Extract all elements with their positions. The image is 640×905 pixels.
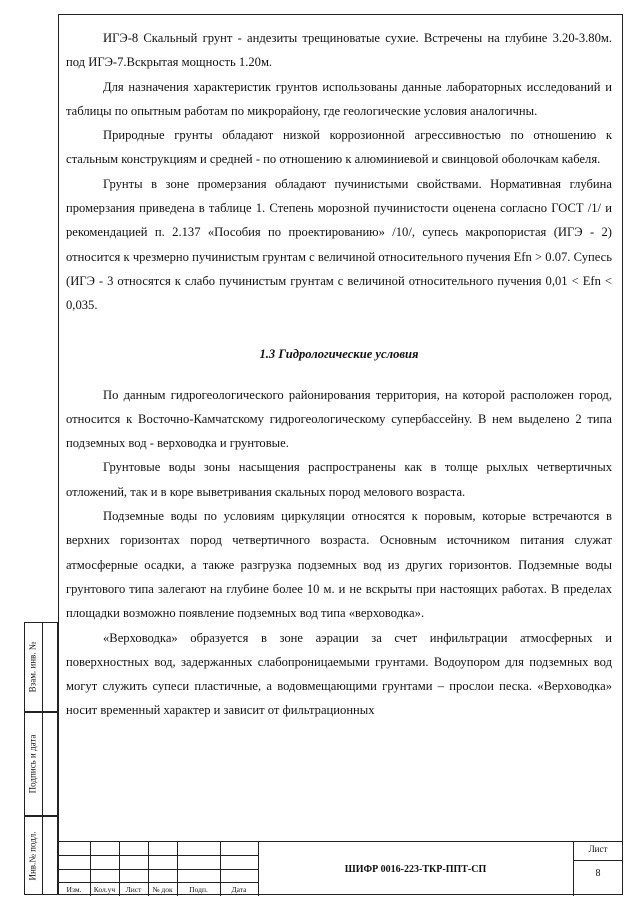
title-block bbox=[58, 841, 623, 896]
side-stamp-label: Подпись и дата bbox=[27, 734, 38, 794]
col-podp-label: Подп. bbox=[189, 885, 208, 894]
side-stamp-label: Инв.№ подл. bbox=[27, 830, 38, 881]
paragraph: По данным гидрогеологического районирования территория, на которой расположен город, относится к Восточно-Камчатскому гидрогеологическому супербассейну. В нем выделено 2 типа подземных вод - верховодка и грунтовые. bbox=[66, 387, 612, 451]
document-code: ШИФР 0016-223-ТКР-ППТ-СП bbox=[344, 863, 487, 875]
side-stamp-label: Взам. инв. № bbox=[27, 641, 38, 693]
document-body bbox=[66, 26, 612, 723]
paragraph: Природные грунты обладают низкой коррозионной агрессивностью по отношению к стальным конструкциям и средней - по отношению к алюминиевой и свинцовой оболочкам кабеля. bbox=[66, 128, 612, 167]
side-stamp-vzam bbox=[24, 622, 58, 712]
section-heading: 1.3 Гидрологические условия bbox=[259, 346, 419, 361]
side-stamp-inv bbox=[24, 816, 58, 895]
side-stamp-podpis bbox=[24, 712, 58, 816]
paragraph: Для назначения характеристик грунтов использованы данные лабораторных исследований и таблицы по опытным работам по микрорайону, где геологические условия аналогичны. bbox=[66, 79, 612, 118]
col-izm-label: Изм. bbox=[66, 885, 82, 894]
paragraph: Подземные воды по условиям циркуляции относятся к поровым, которые встречаются в верхних горизонтах пород четвертичного возраста. Основным источником питания служат атмосферные осадки, а также разгрузка подземных вод из других горизонтов. Подземные воды грунтового типа залегают на глубине более 10 м. и не вскрыты при настоящих работах. В пределах площадки возможно появление подземных вод типа «верховодка». bbox=[66, 509, 612, 621]
sheet-number: 8 bbox=[595, 868, 601, 879]
col-data-label: Дата bbox=[231, 885, 247, 894]
col-kol-label: Кол.уч bbox=[93, 885, 116, 894]
paragraph: Грунты в зоне промерзания обладают пучинистыми свойствами. Нормативная глубина промерзания приведена в таблице 1. Степень морозной пучинистости оценена согласно ГОСТ /1/ и рекомендацией п. 2.137 «Пособия по проектированию» /10/, супесь макропористая (ИГЭ - 2) относится к чрезмерно пучинистым грунтам с величиной относительного пучения Efn > 0.07. Супесь (ИГЭ - 3 относятся к слабо пучинистым грунтам с величиной относительного пучения 0,01 < Efn < 0,035. bbox=[66, 176, 612, 313]
col-list-label: Лист bbox=[125, 885, 142, 894]
paragraph: ИГЭ-8 Скальный грунт - андезиты трещиноватые сухие. Встречены на глубине 3.20-3.80м. под ИГЭ-7.Вскрытая мощность 1.20м. bbox=[66, 31, 612, 70]
col-ndok-label: № док bbox=[152, 885, 173, 894]
paragraph: Грунтовые воды зоны насыщения распространены как в толще рыхлых четвертичных отложений, так и в коре выветривания скальных пород мелового возраста. bbox=[66, 460, 612, 499]
paragraph: «Верховодка» образуется в зоне аэрации за счет инфильтрации атмосферных и поверхностных вод, задержанных слабопроницаемыми грунтами. Водоупором для подземных вод могут служить супеси пластичные, а водовмещающими грунтами – прослои песка. «Верховодка» носит временный характер и зависит от фильтрационных bbox=[66, 630, 612, 718]
sheet-label: Лист bbox=[588, 844, 608, 854]
